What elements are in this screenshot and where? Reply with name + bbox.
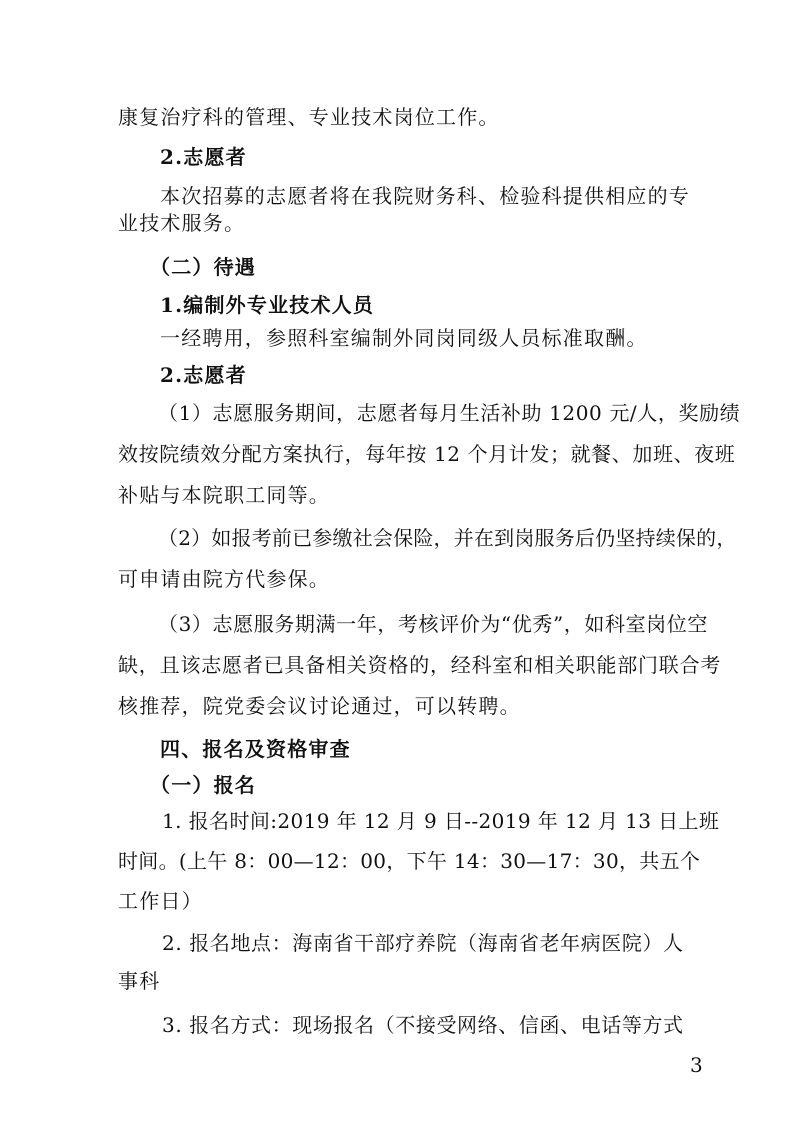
body-text-line: 事科 [118, 969, 161, 993]
body-text-line: 缺，且该志愿者已具备相关资格的，经科室和相关职能部门联合考 [118, 653, 722, 677]
body-text-line: 3. 报名方式：现场报名（不接受网络、信函、电话等方式 [162, 1013, 684, 1037]
body-text-line: 可申请由院方代参保。 [118, 567, 330, 591]
body-text-line: 核推荐，院党委会议讨论通过，可以转聘。 [118, 694, 521, 718]
subheading: 2.志愿者 [160, 363, 247, 387]
subheading: 2.志愿者 [160, 145, 247, 169]
body-text-line: 本次招募的志愿者将在我院财务科、检验科提供相应的专 [160, 184, 690, 208]
subheading: 1.编制外专业技术人员 [160, 293, 375, 317]
body-text-line: 业技术服务。 [118, 211, 246, 235]
body-text-line: 工作日） [118, 889, 203, 913]
page-number: 3 [690, 1053, 703, 1077]
body-text-line: 1. 报名时间:2019 年 12 月 9 日--2019 年 12 月 13 日上班 [162, 809, 720, 833]
body-text-line: （2）如报考前已参缴社会保险，并在到岗服务后仍坚持续保的， [158, 526, 737, 550]
body-text-line: 补贴与本院职工同等。 [118, 483, 330, 507]
body-text-line: 2. 报名地点：海南省干部疗养院（海南省老年病医院）人 [162, 931, 684, 955]
section-heading: 四、报名及资格审查 [160, 737, 351, 761]
body-text-line: （1）志愿服务期间，志愿者每月生活补助 1200 元/人，奖励绩 [158, 401, 741, 425]
body-text-line: 时间。(上午 8：00—12：00，下午 14：30—17：30，共五个 [118, 849, 701, 873]
body-text-line: 康复治疗科的管理、专业技术岗位工作。 [118, 105, 500, 129]
body-text-line: （3）志愿服务期满一年，考核评价为“优秀”，如科室岗位空 [158, 612, 708, 636]
section-heading: （二）待遇 [150, 255, 256, 279]
section-heading: （一）报名 [150, 773, 256, 797]
body-text-line: 一经聘用，参照科室编制外同岗同级人员标准取酬。 [160, 326, 648, 350]
body-text-line: 效按院绩效分配方案执行，每年按 12 个月计发；就餐、加班、夜班 [118, 442, 736, 466]
